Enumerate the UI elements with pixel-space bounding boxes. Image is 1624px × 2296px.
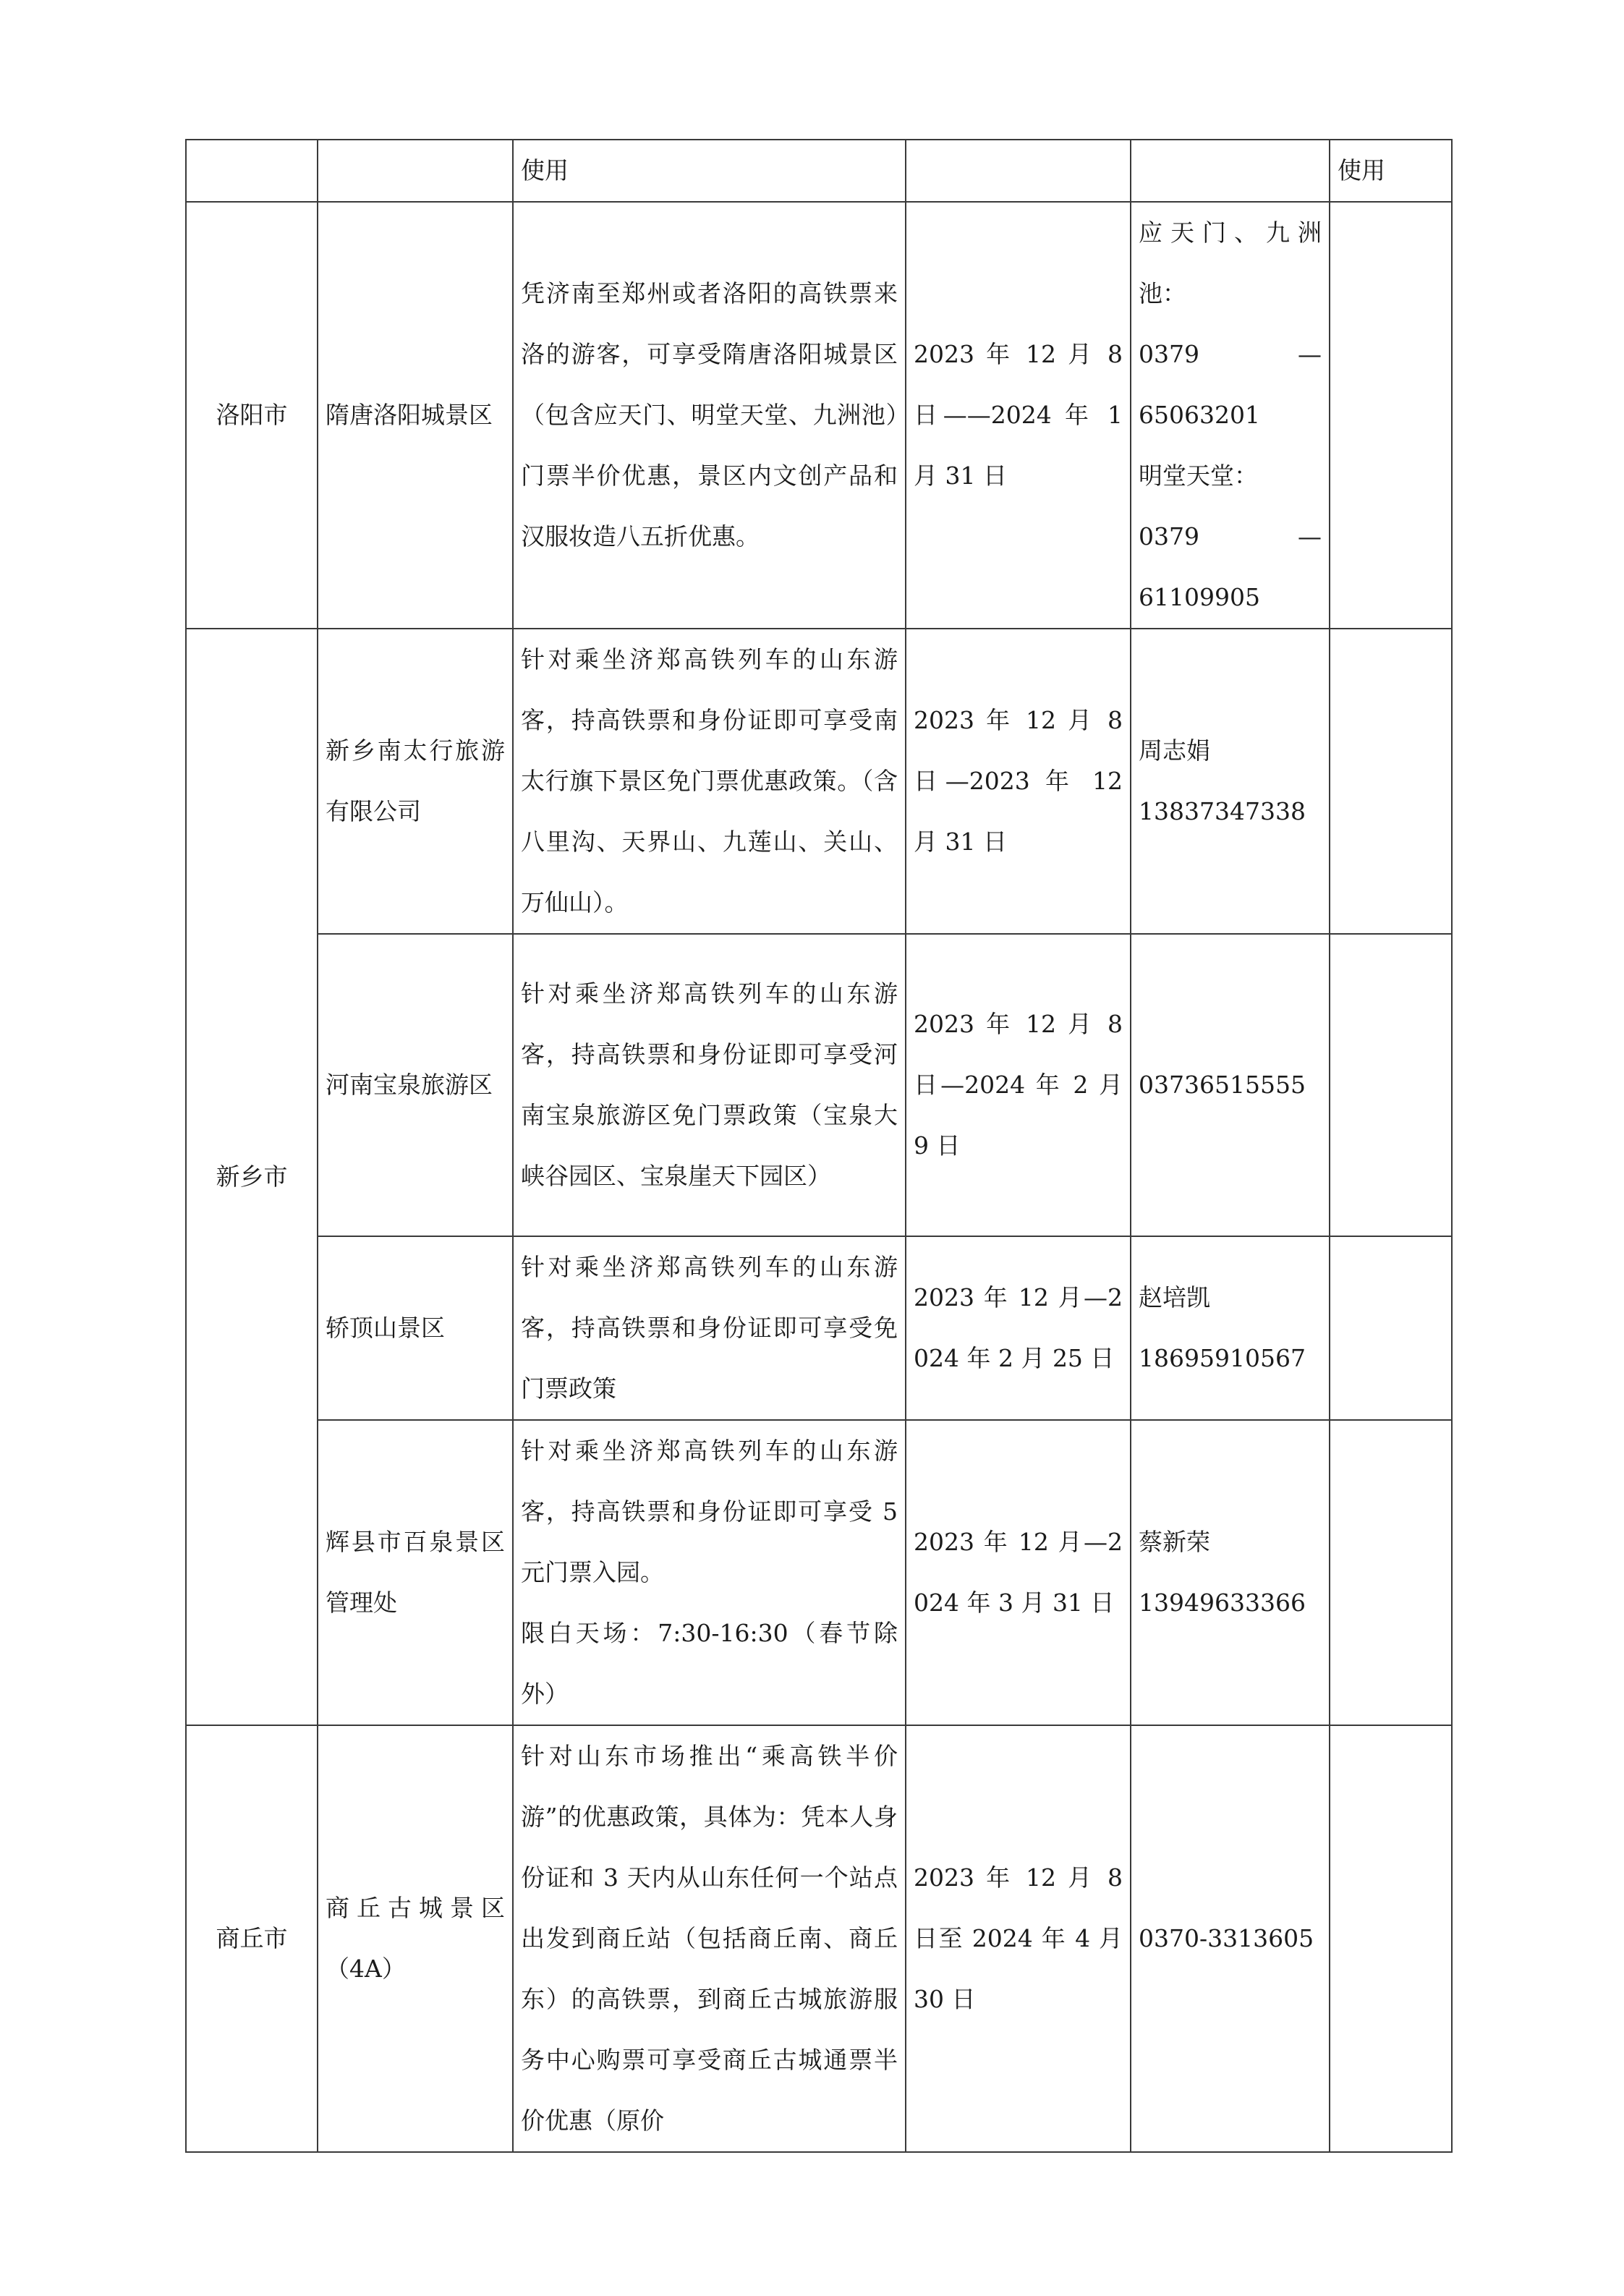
contact-area-code: 0379 bbox=[1139, 522, 1199, 550]
cell-contact bbox=[1131, 202, 1330, 629]
cell-policy: 针对山东市场推出“乘高铁半价游”的优惠政策，具体为：凭本人身份证和 3 天内从山东任何一个站点出发到商丘站（包括商丘南、商丘东）的高铁票，到商丘古城旅游服务中心购票可享受商丘古城通票半价优惠（原价 bbox=[513, 1725, 906, 2152]
contact-phone: 13949633366 bbox=[1139, 1589, 1306, 1617]
contact-line: 61109905 bbox=[1139, 583, 1260, 611]
contact-dash: — bbox=[1298, 522, 1322, 550]
cell-date: 2023 年 12 月 8 日——2024 年 1 月 31 日 bbox=[906, 202, 1131, 629]
contact-name: 蔡新荣 bbox=[1139, 1528, 1210, 1556]
contact-line bbox=[1139, 324, 1322, 385]
cell-city: 商丘市 bbox=[186, 1725, 318, 2152]
contact-dash: — bbox=[1298, 340, 1322, 368]
contact-name: 周志娟 bbox=[1139, 736, 1210, 765]
cell-note bbox=[1330, 1420, 1452, 1725]
contact-phone: 13837347338 bbox=[1139, 797, 1306, 825]
table-row bbox=[186, 1420, 1452, 1725]
cell-scenic: 新乡南太行旅游有限公司 bbox=[318, 629, 513, 934]
cell-scenic: 商丘古城景区（4A） bbox=[318, 1725, 513, 2152]
table-row bbox=[186, 1725, 1452, 2152]
cell-policy: 使用 bbox=[513, 140, 906, 202]
cell-contact bbox=[1131, 629, 1330, 934]
cell-contact bbox=[1131, 1236, 1330, 1420]
cell-scenic: 轿顶山景区 bbox=[318, 1236, 513, 1420]
cell-scenic: 隋唐洛阳城景区 bbox=[318, 202, 513, 629]
cell-policy: 针对乘坐济郑高铁列车的山东游客，持高铁票和身份证即可享受河南宝泉旅游区免门票政策（宝泉大峡谷园区、宝泉崖天下园区） bbox=[513, 934, 906, 1236]
promotion-table bbox=[185, 139, 1453, 2153]
cell-note: 使用 bbox=[1330, 140, 1452, 202]
cell-policy: 凭济南至郑州或者洛阳的高铁票来洛的游客，可享受隋唐洛阳城景区（包含应天门、明堂天堂、九洲池）门票半价优惠，景区内文创产品和汉服妆造八五折优惠。 bbox=[513, 202, 906, 629]
cell-date: 2023 年 12 月 8 日—2024 年 2 月 9 日 bbox=[906, 934, 1131, 1236]
contact-phone: 18695910567 bbox=[1139, 1344, 1306, 1372]
cell-date bbox=[906, 140, 1131, 202]
cell-note bbox=[1330, 1725, 1452, 2152]
cell-policy: 针对乘坐济郑高铁列车的山东游客，持高铁票和身份证即可享受免门票政策 bbox=[513, 1236, 906, 1420]
table-row bbox=[186, 1236, 1452, 1420]
policy-extra: 限白天场：7:30-16:30（春节除外） bbox=[521, 1619, 898, 1708]
cell-note bbox=[1330, 934, 1452, 1236]
contact-line bbox=[1139, 506, 1322, 567]
cell-contact: 0370-3313605 bbox=[1131, 1725, 1330, 2152]
cell-note bbox=[1330, 629, 1452, 934]
cell-contact bbox=[1131, 934, 1330, 1236]
contact-area-code: 0379 bbox=[1139, 340, 1199, 368]
cell-scenic bbox=[318, 140, 513, 202]
cell-contact bbox=[1131, 1420, 1330, 1725]
table-row bbox=[186, 202, 1452, 629]
cell-date: 2023 年 12 月—2024 年 3 月 31 日 bbox=[906, 1420, 1131, 1725]
policy-text: 针对乘坐济郑高铁列车的山东游客，持高铁票和身份证即可享受 5 元门票入园。 bbox=[521, 1437, 898, 1586]
cell-scenic: 河南宝泉旅游区 bbox=[318, 934, 513, 1236]
cell-policy: 针对乘坐济郑高铁列车的山东游客，持高铁票和身份证即可享受南太行旗下景区免门票优惠政策。（含八里沟、天界山、九莲山、关山、万仙山）。 bbox=[513, 629, 906, 934]
cell-city: 新乡市 bbox=[186, 629, 318, 1725]
contact-phone: 03736515555 bbox=[1139, 1071, 1306, 1099]
cell-city bbox=[186, 140, 318, 202]
contact-line: 应天门、九洲池： bbox=[1139, 218, 1322, 307]
cell-date: 2023 年 12 月 8 日—2023 年 12 月 31 日 bbox=[906, 629, 1131, 934]
cell-scenic: 辉县市百泉景区管理处 bbox=[318, 1420, 513, 1725]
contact-name: 赵培凯 bbox=[1139, 1283, 1210, 1311]
cell-note bbox=[1330, 202, 1452, 629]
cell-contact bbox=[1131, 140, 1330, 202]
table-row bbox=[186, 934, 1452, 1236]
cell-date: 2023 年 12 月 8 日至 2024 年 4 月 30 日 bbox=[906, 1725, 1131, 2152]
contact-line: 65063201 bbox=[1139, 401, 1260, 429]
cell-date: 2023 年 12 月—2024 年 2 月 25 日 bbox=[906, 1236, 1131, 1420]
cell-note bbox=[1330, 1236, 1452, 1420]
table-row bbox=[186, 629, 1452, 934]
contact-line: 明堂天堂： bbox=[1139, 462, 1258, 490]
cell-policy bbox=[513, 1420, 906, 1725]
cell-city: 洛阳市 bbox=[186, 202, 318, 629]
table-row bbox=[186, 140, 1452, 202]
